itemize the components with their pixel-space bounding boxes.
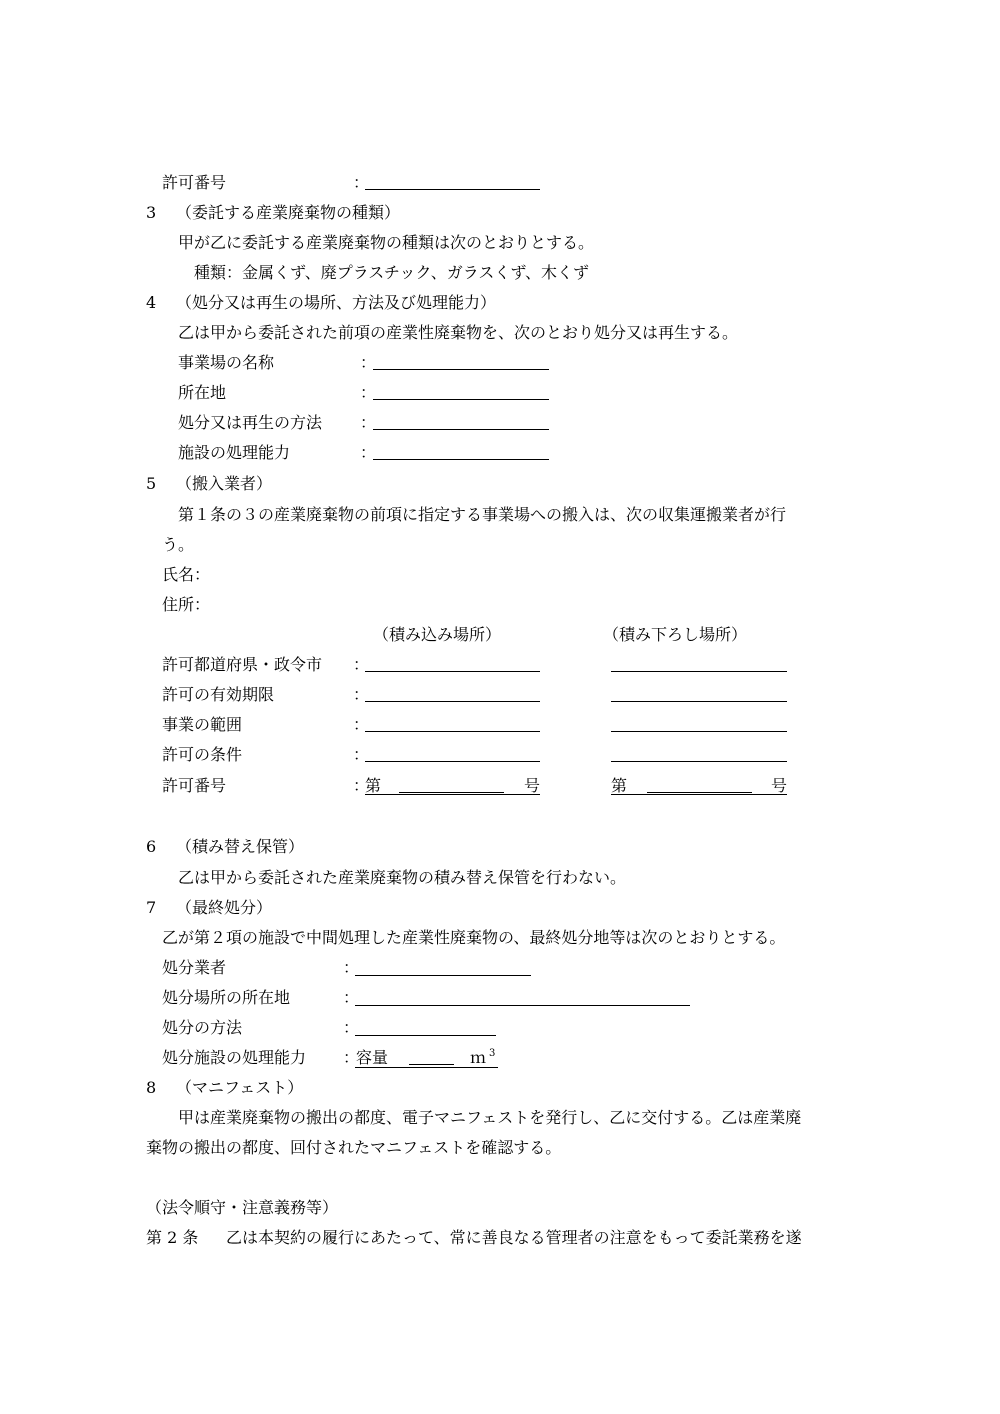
permit-no-suffix: 号 [771, 776, 788, 795]
blank-field[interactable] [365, 731, 540, 732]
field-label: 処分又は再生の方法 [178, 413, 323, 432]
colon: ： [353, 715, 370, 734]
blank-field[interactable] [365, 761, 540, 762]
blank-field[interactable] [399, 792, 504, 793]
colon: ： [343, 988, 360, 1007]
field-label: 所在地 [178, 383, 227, 402]
paragraph: 乙が第２項の施設で中間処理した産業性廃棄物の、最終処分地等は次のとおりとする。 [162, 928, 786, 947]
paragraph: 乙は本契約の履行にあたって、常に善良なる管理者の注意をもって委託業務を遂 [226, 1228, 802, 1247]
colon: ： [353, 655, 370, 674]
section-heading: （処分又は再生の場所、方法及び処理能力） [176, 293, 497, 312]
field-label: 事業場の名称 [178, 353, 275, 372]
section-heading: （搬入業者） [176, 474, 273, 493]
blank-field[interactable] [373, 459, 549, 460]
section-heading: （マニフェスト） [176, 1078, 304, 1097]
capacity-unit: ｍ [470, 1048, 487, 1067]
permit-no-prefix: 第 [611, 776, 628, 795]
blank-field[interactable] [611, 671, 787, 672]
blank-field[interactable] [355, 1005, 690, 1006]
field-label: 処分業者 [162, 958, 227, 977]
field-label: 処分場所の所在地 [162, 988, 291, 1007]
colon: ： [360, 413, 377, 432]
row-label: 許可番号 [162, 776, 227, 795]
paragraph: 乙は甲から委託された前項の産業性廃棄物を、次のとおり処分又は再生する。 [178, 323, 739, 342]
colon: ： [360, 353, 377, 372]
blank-field[interactable] [365, 189, 540, 190]
paragraph: う。 [162, 535, 195, 554]
waste-types: 種類：金属くず、廃プラスチック、ガラスくず、木くず [194, 263, 590, 282]
section-heading: （最終処分） [176, 898, 273, 917]
field-label: 処分の方法 [162, 1018, 243, 1037]
section-number: 7 [146, 898, 157, 917]
blank-field[interactable] [355, 1035, 496, 1036]
permit-no-underline [365, 794, 540, 795]
article-label: 第 2 条 [146, 1228, 199, 1247]
field-label: 施設の処理能力 [178, 443, 291, 462]
permit-no-underline [611, 794, 787, 795]
column-header-loading: （積み込み場所） [373, 625, 502, 644]
paragraph: 甲は産業廃棄物の搬出の都度、電子マニフェストを発行し、乙に交付する。乙は産業廃 [178, 1108, 802, 1127]
paragraph: 第１条の３の産業廃棄物の前項に指定する事業場への搬入は、次の収集運搬業者が行 [178, 505, 787, 524]
section-number: 3 [146, 203, 157, 222]
section-heading: （委託する産業廃棄物の種類） [176, 203, 401, 222]
paragraph: 甲が乙に委託する産業廃棄物の種類は次のとおりとする。 [178, 233, 595, 252]
row-label: 許可の条件 [162, 745, 243, 764]
field-label: 処分施設の処理能力 [162, 1048, 307, 1067]
colon: ： [360, 443, 377, 462]
permit-no-suffix: 号 [524, 776, 541, 795]
blank-field[interactable] [373, 369, 549, 370]
blank-field[interactable] [373, 429, 549, 430]
column-header-unloading: （積み下ろし場所） [603, 625, 748, 644]
top-permit-label: 許可番号 [162, 173, 227, 192]
blank-field[interactable] [373, 399, 549, 400]
colon: ： [343, 958, 360, 977]
blank-field[interactable] [355, 975, 531, 976]
capacity-superscript: 3 [489, 1048, 496, 1059]
capacity-prefix: 容量 [356, 1048, 389, 1067]
blank-field[interactable] [365, 701, 540, 702]
blank-field[interactable] [647, 792, 752, 793]
row-label: 許可の有効期限 [162, 685, 275, 704]
colon: ： [343, 1018, 360, 1037]
colon: ： [353, 776, 370, 795]
section-heading: （積み替え保管） [176, 837, 305, 856]
article-heading: （法令順守・注意義務等） [146, 1198, 339, 1217]
paragraph: 乙は甲から委託された産業廃棄物の積み替え保管を行わない。 [178, 868, 627, 887]
capacity-underline [355, 1067, 498, 1068]
section-number: 4 [146, 293, 157, 312]
colon: ： [343, 1048, 360, 1067]
row-label: 事業の範囲 [162, 715, 243, 734]
name-label: 氏名： [162, 565, 211, 584]
paragraph: 棄物の搬出の都度、回付されたマニフェストを確認する。 [146, 1138, 562, 1157]
section-number: 8 [146, 1078, 157, 1097]
section-number: 6 [146, 837, 157, 856]
blank-field[interactable] [611, 701, 787, 702]
colon: ： [353, 685, 370, 704]
blank-field[interactable] [611, 731, 787, 732]
address-label: 住所： [162, 595, 211, 614]
colon: ： [353, 745, 370, 764]
colon: ： [360, 383, 377, 402]
blank-field[interactable] [611, 761, 787, 762]
section-number: 5 [146, 474, 157, 493]
blank-field[interactable] [409, 1064, 454, 1065]
permit-no-prefix: 第 [365, 776, 382, 795]
blank-field[interactable] [365, 671, 540, 672]
row-label: 許可都道府県・政令市 [162, 655, 323, 674]
colon: ： [353, 173, 370, 192]
